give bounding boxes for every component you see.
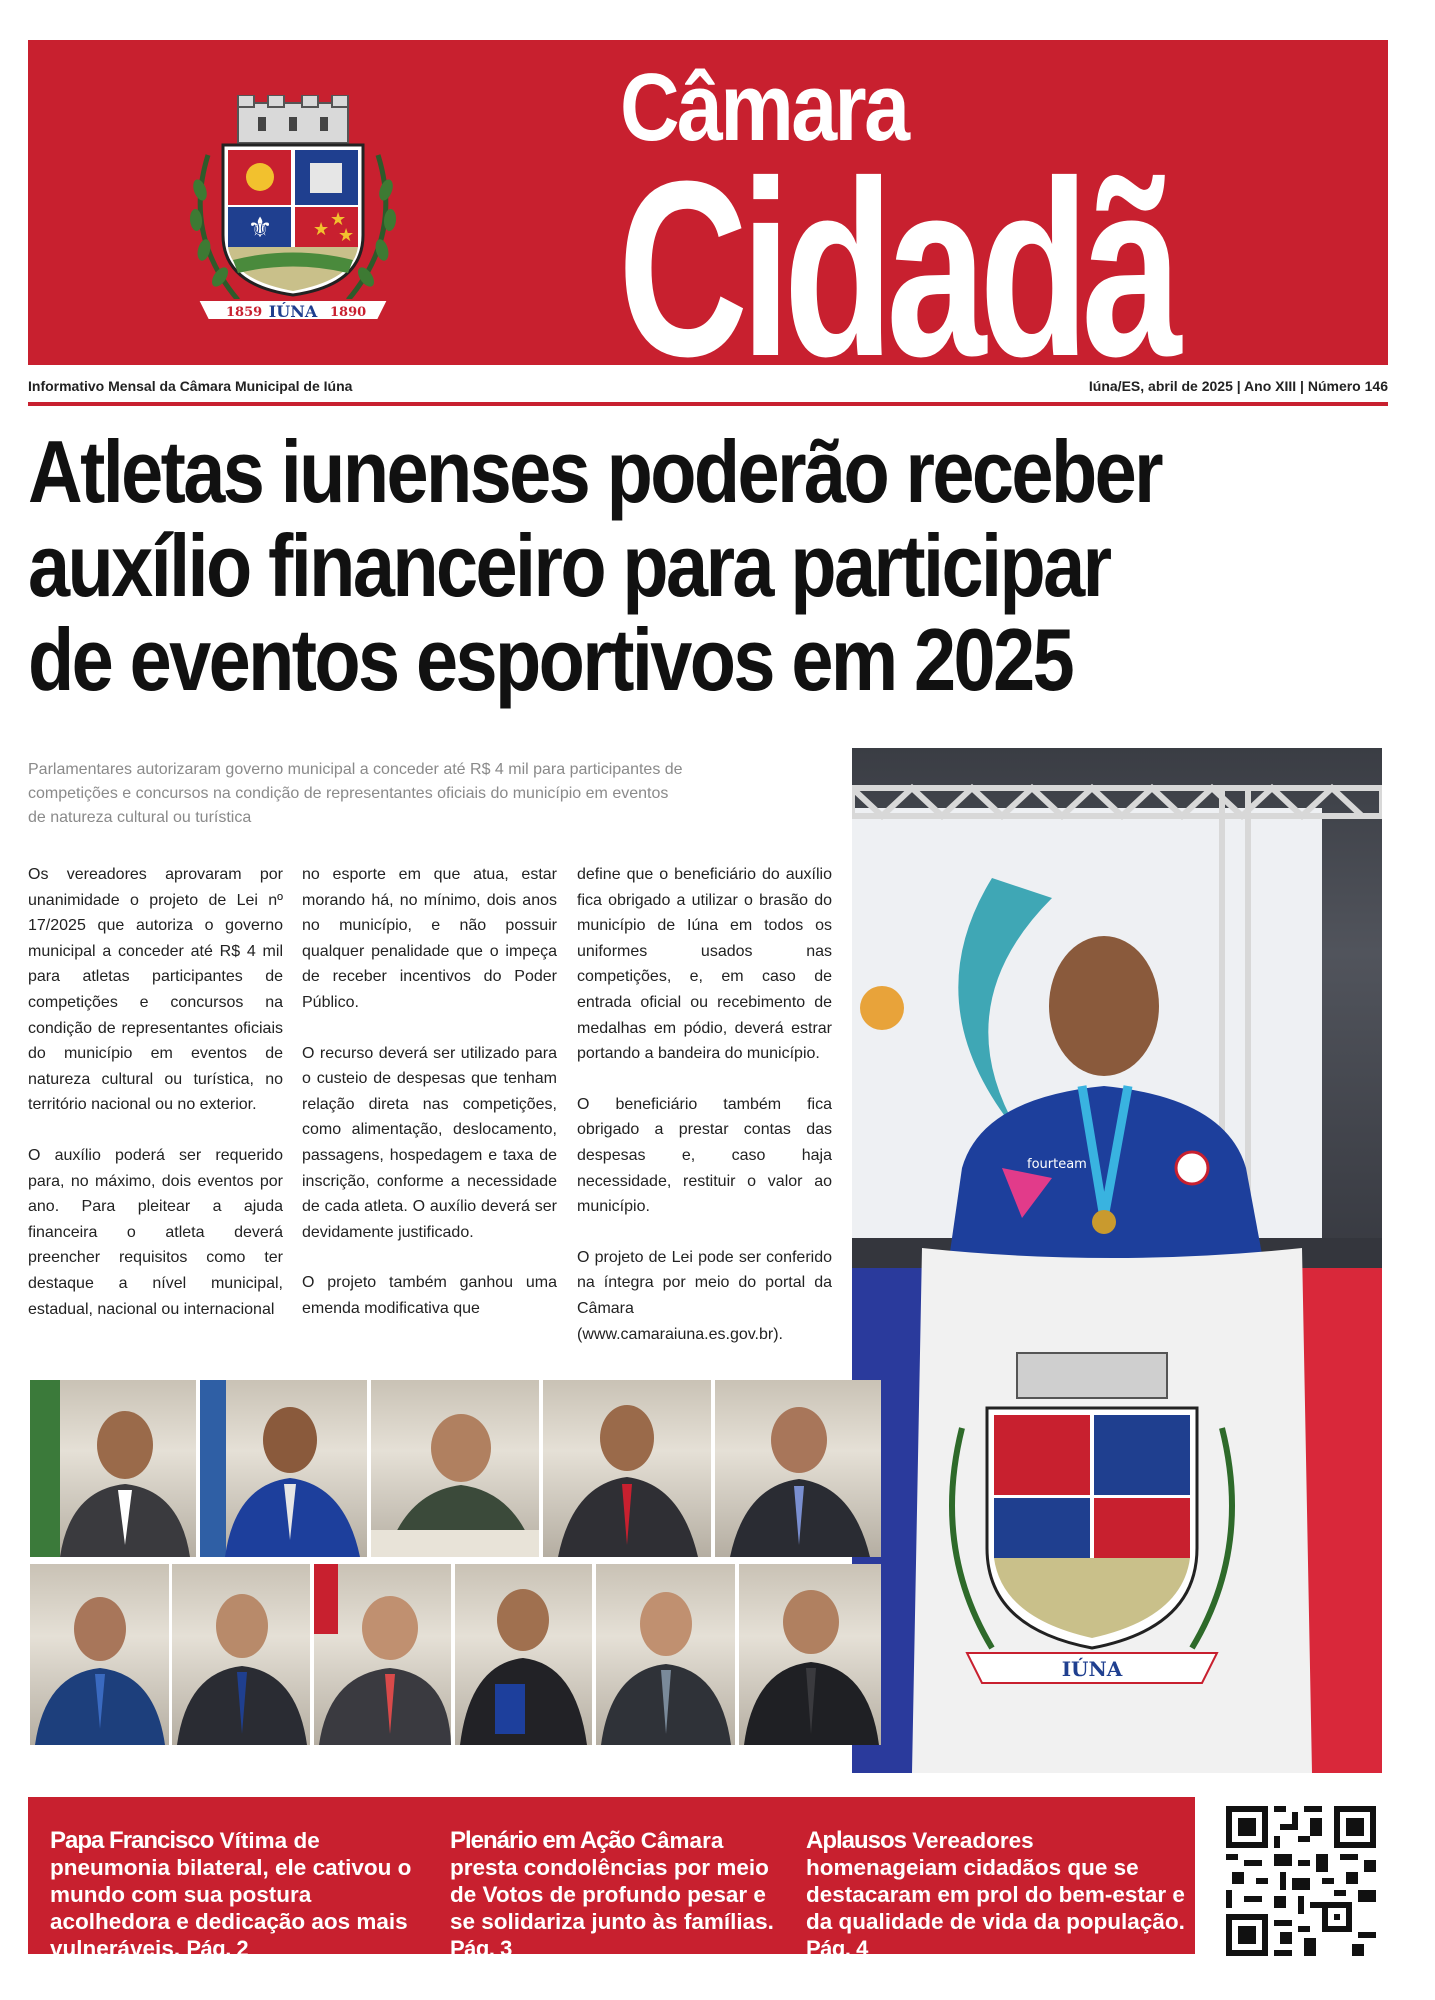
article-column-3 xyxy=(577,862,832,1372)
article-paragraph: O beneficiário também fica obrigado a prestar contas das despesas e, caso haja necessidade, restituir o valor ao município. xyxy=(577,1095,832,1216)
councillor-photo xyxy=(172,1564,310,1745)
councillor-photo xyxy=(739,1564,881,1745)
flag-crest-name: IÚNA xyxy=(1061,1657,1123,1681)
header-divider xyxy=(28,402,1388,406)
councillor-photo xyxy=(455,1564,592,1745)
article-paragraph: O projeto também ganhou uma emenda modificativa que xyxy=(302,1274,557,1317)
crest-year-right: 1890 xyxy=(330,305,367,320)
teaser-kicker: Aplausos xyxy=(806,1827,907,1854)
teaser-text: Vereadores homenageiam cidadãos que se destacaram em prol do bem-estar e da qualidade de vida da população. xyxy=(806,1828,1185,1934)
athlete-photo xyxy=(852,748,1382,1773)
main-headline xyxy=(28,422,1198,709)
svg-text:★: ★ xyxy=(338,225,355,246)
teaser-papa-francisco[interactable] xyxy=(50,1827,435,1962)
svg-text:★: ★ xyxy=(330,209,347,230)
publication-info: Informativo Mensal da Câmara Municipal de Iúna xyxy=(28,378,353,394)
masthead-title-line1: Câmara xyxy=(620,54,908,161)
article-column-2 xyxy=(302,862,557,1347)
athlete-photo-illustration xyxy=(852,748,1382,1773)
qr-code-icon[interactable] xyxy=(1226,1806,1376,1956)
masthead-title-line2: Cidadã xyxy=(618,129,1175,365)
headline-line: Atletas iunenses poderão receber xyxy=(28,422,1161,521)
teaser-kicker: Papa Francisco xyxy=(50,1827,214,1854)
councillor-photo xyxy=(371,1380,539,1557)
councillor-photo xyxy=(543,1380,711,1557)
article-paragraph: O projeto de Lei pode ser conferido na íntegra por meio do portal da Câmara (www.camaraiuna.es.gov.br). xyxy=(577,1248,832,1343)
teaser-band xyxy=(28,1797,1195,1961)
councillor-photo xyxy=(715,1380,881,1557)
councillor-photo xyxy=(30,1564,169,1745)
councillor-photo xyxy=(30,1380,196,1557)
teaser-aplausos[interactable] xyxy=(806,1827,1186,1962)
headline-line: de eventos esportivos em 2025 xyxy=(28,610,1073,709)
shirt-brand: fourteam xyxy=(1027,1157,1087,1172)
municipal-crest-icon xyxy=(178,95,408,325)
article-paragraph: no esporte em que atua, estar morando há, no mínimo, dois anos no município, e não possuir qualquer penalidade que o impeça de receber incentivos do Poder Público. xyxy=(302,866,557,1011)
teaser-plenario-em-acao[interactable] xyxy=(450,1827,795,1962)
teaser-text: Câmara presta condolências por meio de Votos de profundo pesar e se solidariza junto às famílias. xyxy=(450,1828,774,1934)
masthead xyxy=(28,40,1388,365)
article-paragraph: O recurso deverá ser utilizado para o custeio de despesas que tenham relação direta nas competições, como alimentação, deslocamento, passagens, hospedagem e taxa de inscrição, conforme a necessidade de cada atleta. O auxílio deverá ser devidamente justificado. xyxy=(302,1044,557,1241)
svg-text:⚜: ⚜ xyxy=(247,211,273,244)
teaser-page: Pág. 4 xyxy=(806,1936,868,1961)
article-paragraph: Os vereadores aprovaram por unanimidade o projeto de Lei nº 17/2025 que autoriza o governo municipal a conceder até R$ 4 mil para atletas participantes de competições e concursos na condição de representantes oficiais do município em eventos de natureza cultural ou turística, no território nacional ou no exterior. xyxy=(28,866,283,1114)
headline-line: auxílio financeiro para participar xyxy=(28,516,1110,615)
teaser-page: Pág. 3 xyxy=(450,1936,512,1961)
councillor-photo xyxy=(200,1380,367,1557)
councillor-photo xyxy=(314,1564,451,1745)
article-lede: Parlamentares autorizaram governo municipal a conceder até R$ 4 mil para participantes de competições e concursos na condição de representantes oficiais do município em eventos de natureza cultural ou turística xyxy=(28,761,683,826)
teaser-kicker: Plenário em Ação xyxy=(450,1827,635,1854)
crest-name: IÚNA xyxy=(268,302,318,321)
teaser-text: Vítima de pneumonia bilateral, ele cativou o mundo com sua postura acolhedora e dedicação aos mais vulneráveis. xyxy=(50,1828,412,1961)
issue-info: Iúna/ES, abril de 2025 | Ano XIII | Número 146 xyxy=(1088,378,1388,394)
crest-year-left: 1859 xyxy=(226,305,263,320)
teaser-page: Pág. 2 xyxy=(186,1936,249,1961)
councillor-photo xyxy=(596,1564,735,1745)
article-paragraph: O auxílio poderá ser requerido para, no máximo, dois eventos por ano. Para pleitear a ajuda financeira o atleta deverá preencher requisitos como ter destaque a nível municipal, estadual, nacional ou internacional xyxy=(28,1146,283,1318)
article-paragraph: define que o beneficiário do auxílio fica obrigado a utilizar o brasão do município de Iúna em todos os uniformes usados nas competições, e, em caso de entrada oficial ou recebimento de medalhas em pódio, deverá estrar portando a bandeira do município. xyxy=(577,866,832,1063)
svg-text:★: ★ xyxy=(313,219,330,240)
article-column-1 xyxy=(28,862,283,1347)
